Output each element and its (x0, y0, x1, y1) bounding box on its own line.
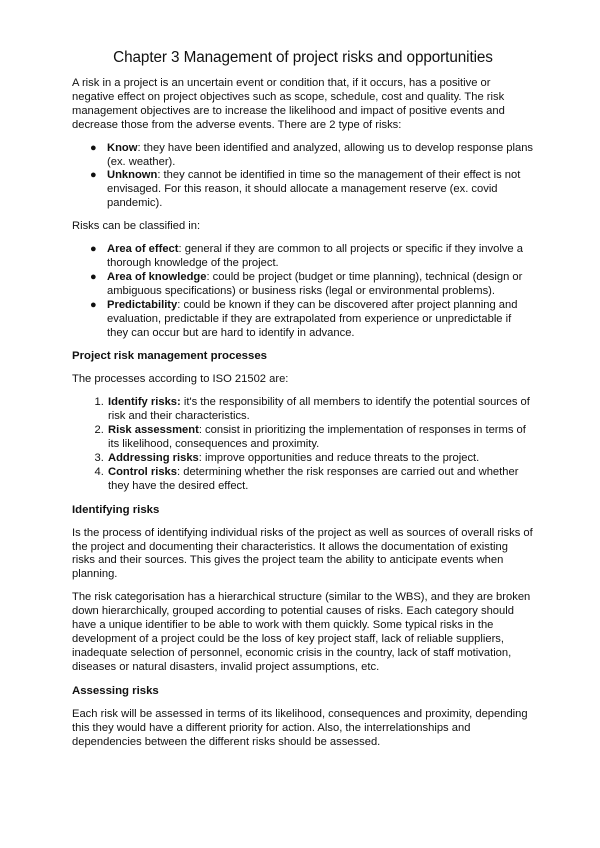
definition: : consist in prioritizing the implementation of responses in terms of its likelihood, consequences and proximity. (108, 424, 526, 451)
processes-list (72, 396, 534, 493)
term: Area of knowledge (107, 270, 207, 283)
definition: it's the responsibility of all members to identify the potential sources of risk and their characteristics. (108, 396, 530, 423)
page-title: Chapter 3 Management of project risks and opportunities (113, 49, 493, 66)
term: Risk assessment (108, 424, 199, 437)
term: Know (107, 141, 138, 154)
definition: : general if they are common to all projects or specific if they involve a thorough knowledge of the project. (107, 243, 523, 269)
definition: : they cannot be identified in time so the management of their effect is not envisaged. For this reason, it should allocate a management reserve (ex. covid pandemic). (107, 169, 521, 210)
list-item (90, 169, 534, 211)
assessing-heading: Assessing risks (72, 684, 159, 697)
term: Predictability (107, 298, 178, 311)
bullet-icon: ● (90, 243, 97, 256)
document-page (72, 49, 534, 758)
term: Unknown (107, 169, 158, 182)
definition: : could be project (budget or time planning), technical (design or ambiguous specifications) or business risks (legal or environmental problems). (107, 270, 523, 297)
processes-intro: The processes according to ISO 21502 are: (72, 373, 289, 386)
term: Addressing risks (108, 451, 199, 464)
list-item (90, 298, 534, 341)
identifying-heading: Identifying risks (72, 503, 160, 516)
list-item (107, 466, 534, 494)
classified-intro: Risks can be classified in: (72, 220, 201, 233)
list-item (90, 141, 534, 170)
list-item (90, 270, 534, 299)
list-item (90, 243, 534, 271)
processes-heading: Project risk management processes (72, 350, 267, 363)
definition: : they have been identified and analyzed, allowing us to develop response plans (ex. weather). (107, 141, 534, 168)
definition: : could be known if they can be discovered after project planning and evaluation, predictable if they are extrapolated from experience or unpredictable if they can occur but are hard to identify in advance. (107, 298, 518, 339)
classifications-list (72, 243, 534, 340)
term: Identify risks: (108, 396, 181, 409)
list-item (107, 396, 534, 424)
bullet-icon: ● (90, 169, 97, 182)
bullet-icon: ● (90, 270, 97, 283)
bullet-icon: ● (90, 298, 97, 311)
term: Area of effect (107, 243, 179, 256)
term: Control risks (108, 465, 178, 478)
definition: : improve opportunities and reduce threats to the project. (198, 451, 480, 464)
identifying-paragraph-2: The risk categorisation has a hierarchical structure (similar to the WBS), and they are broken down hierarchically, grouped according to potential causes of risks. Each category should have a unique identifier to be able to work with them quickly. Some typical risks in the development of a project could be the loss of key project staff, lack of reliable suppliers, inadequate selection of personnel, economic crisis in the country, lack of staff motivation, diseases or natural disasters, invalid project assumptions, etc. (72, 591, 531, 673)
list-item (107, 424, 534, 452)
risk-types-list (72, 142, 534, 212)
assessing-paragraph-1: Each risk will be assessed in terms of its likelihood, consequences and proximity, depending this they would have a different priority for action. Also, the interrelationships and dependencies between the different risks should be assessed. (72, 707, 528, 748)
list-item (107, 452, 534, 466)
bullet-icon: ● (90, 141, 97, 154)
definition: : determining whether the risk responses are carried out and whether they have the desired effect. (108, 465, 519, 492)
identifying-paragraph-1: Is the process of identifying individual risks of the project as well as sources of overall risks of the project and documenting their characteristics. It allows the documentation of existing risks and their sources. This gives the project team the ability to anticipate events when planning. (72, 526, 533, 581)
intro-paragraph: A risk in a project is an uncertain event or condition that, if it occurs, has a positive or negative effect on project objectives such as scope, schedule, cost and quality. The risk management objectives are to increase the likelihood and impact of positive events and decrease those from the adverse events. There are 2 type of risks: (72, 77, 505, 131)
